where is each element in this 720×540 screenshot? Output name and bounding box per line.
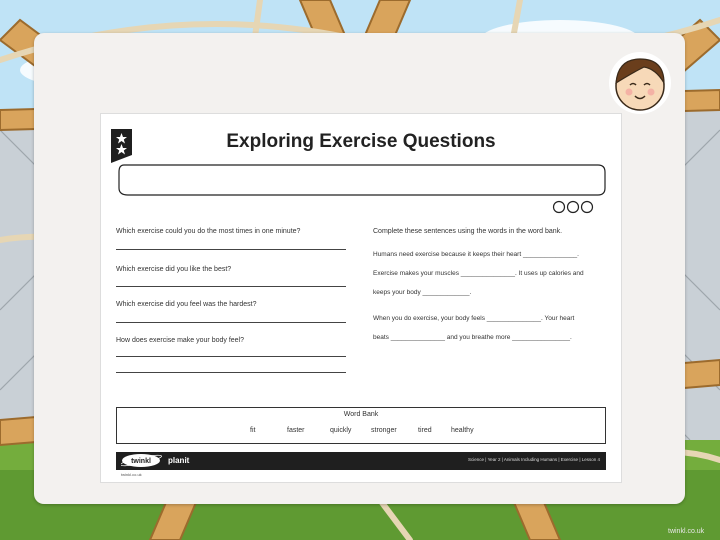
sentence-1: Humans need exercise because it keeps their heart _______________. <box>373 251 579 258</box>
word-bank-word: quickly <box>330 427 352 434</box>
question-4: How does exercise make your body feel? <box>116 337 245 344</box>
instruction-text: Complete these sentences using the words in the word bank. <box>373 228 563 235</box>
word-bank-word: stronger <box>371 427 397 434</box>
word-bank-title: Word Bank <box>343 411 379 418</box>
question-3: Which exercise did you feel was the hardest? <box>116 301 257 308</box>
word-bank <box>116 407 606 444</box>
word-bank-word: tired <box>418 427 432 434</box>
twinkl-watermark: twinkl.co.uk <box>668 528 705 535</box>
answer-line[interactable] <box>116 372 346 373</box>
question-1: Which exercise could you do the most times in one minute? <box>116 228 301 235</box>
sentence-3: keeps your body _____________. <box>373 289 472 296</box>
sentence-4: When you do exercise, your body feels _______________. Your heart <box>373 315 575 322</box>
page-title: Exploring Exercise Questions <box>226 131 496 152</box>
word-bank-word: faster <box>287 427 305 434</box>
planit-label: planit <box>168 456 190 465</box>
answer-line[interactable] <box>116 322 346 323</box>
answer-bubble <box>116 164 606 214</box>
child-avatar-icon <box>608 51 672 115</box>
sentence-2: Exercise makes your muscles _______________. It uses up calories and <box>373 270 584 277</box>
answer-line[interactable] <box>116 249 346 250</box>
word-bank-word: healthy <box>451 427 474 434</box>
word-bank-word: fit <box>250 427 256 434</box>
footer-url: twinkl.co.uk <box>121 472 142 477</box>
sentence-5: beats _______________ and you breathe more ________________. <box>373 334 572 341</box>
answer-line[interactable] <box>116 286 346 287</box>
twinkl-logo <box>121 453 165 468</box>
question-2: Which exercise did you like the best? <box>116 266 232 273</box>
logo-text: twinkl <box>131 458 151 465</box>
worksheet <box>100 113 622 483</box>
answer-line[interactable] <box>116 356 346 357</box>
worksheet-footer <box>116 452 606 470</box>
lesson-note: Science | Year 2 | Animals Including Humans | Exercise | Lesson 4 <box>468 457 600 462</box>
